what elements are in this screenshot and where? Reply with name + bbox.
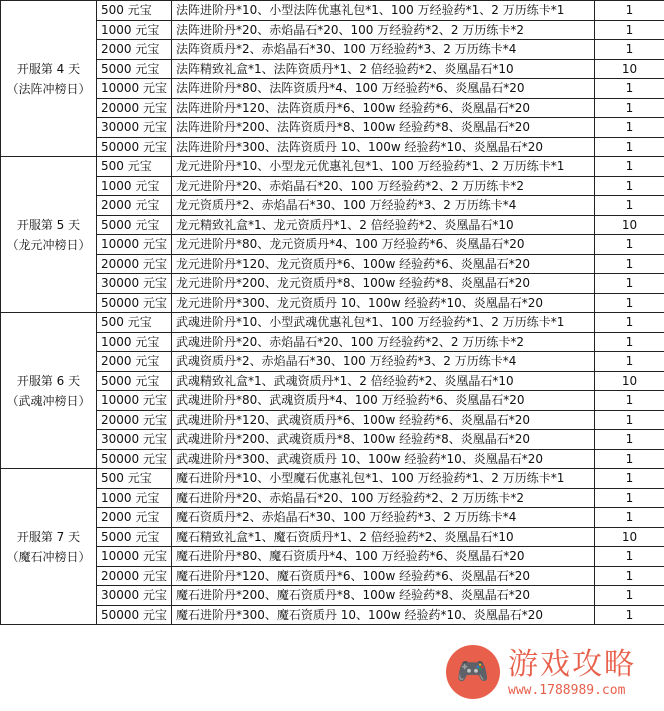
reward-cell: 武魂进阶丹*120、武魂资质丹*6、100w 经验药*6、炎凰晶石*20 <box>172 410 595 430</box>
watermark-title: 游戏攻略 <box>508 646 636 682</box>
table-row <box>1 137 664 157</box>
amount-cell: 1000 元宝 <box>97 488 172 508</box>
table-row <box>1 547 664 567</box>
day-cell <box>1 1 97 157</box>
count-cell: 1 <box>595 469 664 489</box>
amount-cell: 5000 元宝 <box>97 371 172 391</box>
count-cell: 1 <box>595 430 664 450</box>
count-cell: 1 <box>595 391 664 411</box>
count-cell: 1 <box>595 449 664 469</box>
count-cell: 1 <box>595 332 664 352</box>
day-cell <box>1 313 97 469</box>
amount-cell: 10000 元宝 <box>97 79 172 99</box>
reward-cell: 龙元进阶丹*300、龙元资质丹 10、100w 经验药*10、炎凰晶石*20 <box>172 293 595 313</box>
count-cell: 1 <box>595 137 664 157</box>
amount-cell: 2000 元宝 <box>97 196 172 216</box>
reward-cell: 龙元进阶丹*80、龙元资质丹*4、100 万经验药*6、炎凰晶石*20 <box>172 235 595 255</box>
watermark <box>440 635 660 709</box>
reward-cell: 龙元资质丹*2、赤焰晶石*30、100 万经验药*3、2 万历练卡*4 <box>172 196 595 216</box>
table-row <box>1 98 664 118</box>
amount-cell: 50000 元宝 <box>97 605 172 625</box>
amount-cell: 500 元宝 <box>97 157 172 177</box>
count-cell: 1 <box>595 98 664 118</box>
amount-cell: 5000 元宝 <box>97 59 172 79</box>
amount-cell: 500 元宝 <box>97 313 172 333</box>
reward-cell: 武魂进阶丹*200、武魂资质丹*8、100w 经验药*8、炎凰晶石*20 <box>172 430 595 450</box>
count-cell: 1 <box>595 157 664 177</box>
table-row <box>1 586 664 606</box>
amount-cell: 500 元宝 <box>97 1 172 21</box>
reward-cell: 武魂进阶丹*80、武魂资质丹*4、100 万经验药*6、炎凰晶石*20 <box>172 391 595 411</box>
amount-cell: 20000 元宝 <box>97 566 172 586</box>
amount-cell: 30000 元宝 <box>97 274 172 294</box>
table-row <box>1 176 664 196</box>
amount-cell: 2000 元宝 <box>97 40 172 60</box>
count-cell: 1 <box>595 605 664 625</box>
reward-cell: 法阵进阶丹*10、小型法阵优惠礼包*1、100 万经验药*1、2 万历练卡*1 <box>172 1 595 21</box>
table-row <box>1 274 664 294</box>
table-row <box>1 508 664 528</box>
amount-cell: 10000 元宝 <box>97 235 172 255</box>
count-cell: 1 <box>595 118 664 138</box>
amount-cell: 50000 元宝 <box>97 449 172 469</box>
reward-cell: 龙元精致礼盒*1、龙元资质丹*1、2 倍经验药*2、炎凰晶石*10 <box>172 215 595 235</box>
day-theme: （武魂冲榜日） <box>6 393 91 408</box>
reward-cell: 武魂资质丹*2、赤焰晶石*30、100 万经验药*3、2 万历练卡*4 <box>172 352 595 372</box>
amount-cell: 20000 元宝 <box>97 98 172 118</box>
table-row <box>1 449 664 469</box>
reward-cell: 魔石进阶丹*20、赤焰晶石*20、100 万经验药*2、2 万历练卡*2 <box>172 488 595 508</box>
table-row <box>1 391 664 411</box>
count-cell: 1 <box>595 410 664 430</box>
count-cell: 1 <box>595 40 664 60</box>
table-row <box>1 1 664 21</box>
count-cell: 10 <box>595 527 664 547</box>
table-row <box>1 118 664 138</box>
reward-cell: 法阵进阶丹*120、法阵资质丹*6、100w 经验药*6、炎凰晶石*20 <box>172 98 595 118</box>
count-cell: 1 <box>595 352 664 372</box>
count-cell: 1 <box>595 79 664 99</box>
day-label: 开服第 4 天 <box>16 61 81 76</box>
table-row <box>1 352 664 372</box>
table-row <box>1 235 664 255</box>
day-cell <box>1 469 97 625</box>
reward-cell: 魔石进阶丹*300、魔石资质丹 10、100w 经验药*10、炎凰晶石*20 <box>172 605 595 625</box>
amount-cell: 30000 元宝 <box>97 586 172 606</box>
count-cell: 1 <box>595 20 664 40</box>
count-cell: 1 <box>595 274 664 294</box>
count-cell: 1 <box>595 176 664 196</box>
count-cell: 1 <box>595 547 664 567</box>
reward-cell: 法阵进阶丹*200、法阵资质丹*8、100w 经验药*8、炎凰晶石*20 <box>172 118 595 138</box>
table-row <box>1 410 664 430</box>
table-row <box>1 196 664 216</box>
amount-cell: 30000 元宝 <box>97 118 172 138</box>
table-row <box>1 293 664 313</box>
day-label: 开服第 6 天 <box>16 373 81 388</box>
reward-cell: 魔石资质丹*2、赤焰晶石*30、100 万经验药*3、2 万历练卡*4 <box>172 508 595 528</box>
reward-cell: 魔石进阶丹*80、魔石资质丹*4、100 万经验药*6、炎凰晶石*20 <box>172 547 595 567</box>
reward-cell: 龙元进阶丹*20、赤焰晶石*20、100 万经验药*2、2 万历练卡*2 <box>172 176 595 196</box>
table-row <box>1 20 664 40</box>
reward-cell: 龙元进阶丹*10、小型龙元优惠礼包*1、100 万经验药*1、2 万历练卡*1 <box>172 157 595 177</box>
amount-cell: 2000 元宝 <box>97 352 172 372</box>
table-row <box>1 215 664 235</box>
amount-cell: 20000 元宝 <box>97 254 172 274</box>
amount-cell: 10000 元宝 <box>97 391 172 411</box>
count-cell: 1 <box>595 488 664 508</box>
amount-cell: 30000 元宝 <box>97 430 172 450</box>
watermark-url: www.1788989.com <box>508 682 626 698</box>
amount-cell: 10000 元宝 <box>97 547 172 567</box>
day-theme: （龙元冲榜日） <box>6 237 91 252</box>
reward-cell: 魔石进阶丹*10、小型魔石优惠礼包*1、100 万经验药*1、2 万历练卡*1 <box>172 469 595 489</box>
table-row <box>1 469 664 489</box>
count-cell: 1 <box>595 196 664 216</box>
day-theme: （魔石冲榜日） <box>6 549 91 564</box>
table-row <box>1 566 664 586</box>
reward-cell: 法阵进阶丹*300、法阵资质丹 10、100w 经验药*10、炎凰晶石*20 <box>172 137 595 157</box>
count-cell: 1 <box>595 254 664 274</box>
count-cell: 1 <box>595 313 664 333</box>
reward-cell: 龙元进阶丹*200、龙元资质丹*8、100w 经验药*8、炎凰晶石*20 <box>172 274 595 294</box>
amount-cell: 1000 元宝 <box>97 20 172 40</box>
amount-cell: 5000 元宝 <box>97 215 172 235</box>
reward-cell: 龙元进阶丹*120、龙元资质丹*6、100w 经验药*6、炎凰晶石*20 <box>172 254 595 274</box>
table-row <box>1 40 664 60</box>
reward-cell: 武魂进阶丹*300、武魂资质丹 10、100w 经验药*10、炎凰晶石*20 <box>172 449 595 469</box>
reward-cell: 法阵资质丹*2、赤焰晶石*30、100 万经验药*3、2 万历练卡*4 <box>172 40 595 60</box>
day-cell <box>1 157 97 313</box>
amount-cell: 5000 元宝 <box>97 527 172 547</box>
table-row <box>1 157 664 177</box>
count-cell: 10 <box>595 59 664 79</box>
reward-cell: 法阵精致礼盒*1、法阵资质丹*1、2 倍经验药*2、炎凰晶石*10 <box>172 59 595 79</box>
reward-cell: 魔石进阶丹*200、魔石资质丹*8、100w 经验药*8、炎凰晶石*20 <box>172 586 595 606</box>
amount-cell: 50000 元宝 <box>97 293 172 313</box>
table-row <box>1 254 664 274</box>
count-cell: 1 <box>595 235 664 255</box>
table-row <box>1 605 664 625</box>
day-label: 开服第 5 天 <box>16 217 81 232</box>
gamepad-icon: 🎮 <box>446 645 500 699</box>
count-cell: 10 <box>595 215 664 235</box>
count-cell: 1 <box>595 293 664 313</box>
table-row <box>1 488 664 508</box>
reward-cell: 魔石精致礼盒*1、魔石资质丹*1、2 倍经验药*2、炎凰晶石*10 <box>172 527 595 547</box>
reward-cell: 法阵进阶丹*20、赤焰晶石*20、100 万经验药*2、2 万历练卡*2 <box>172 20 595 40</box>
amount-cell: 1000 元宝 <box>97 176 172 196</box>
day-label: 开服第 7 天 <box>16 529 81 544</box>
table-row <box>1 371 664 391</box>
amount-cell: 1000 元宝 <box>97 332 172 352</box>
count-cell: 1 <box>595 508 664 528</box>
count-cell: 1 <box>595 1 664 21</box>
day-theme: （法阵冲榜日） <box>6 81 91 96</box>
reward-cell: 法阵进阶丹*80、法阵资质丹*4、100 万经验药*6、炎凰晶石*20 <box>172 79 595 99</box>
count-cell: 10 <box>595 371 664 391</box>
table-row <box>1 313 664 333</box>
table-row <box>1 79 664 99</box>
reward-cell: 武魂精致礼盒*1、武魂资质丹*1、2 倍经验药*2、炎凰晶石*10 <box>172 371 595 391</box>
count-cell: 1 <box>595 586 664 606</box>
table-row <box>1 59 664 79</box>
reward-cell: 武魂进阶丹*10、小型武魂优惠礼包*1、100 万经验药*1、2 万历练卡*1 <box>172 313 595 333</box>
amount-cell: 2000 元宝 <box>97 508 172 528</box>
table-row <box>1 527 664 547</box>
amount-cell: 500 元宝 <box>97 469 172 489</box>
amount-cell: 20000 元宝 <box>97 410 172 430</box>
amount-cell: 50000 元宝 <box>97 137 172 157</box>
reward-cell: 魔石进阶丹*120、魔石资质丹*6、100w 经验药*6、炎凰晶石*20 <box>172 566 595 586</box>
table-row <box>1 430 664 450</box>
count-cell: 1 <box>595 566 664 586</box>
reward-cell: 武魂进阶丹*20、赤焰晶石*20、100 万经验药*2、2 万历练卡*2 <box>172 332 595 352</box>
table-row <box>1 332 664 352</box>
